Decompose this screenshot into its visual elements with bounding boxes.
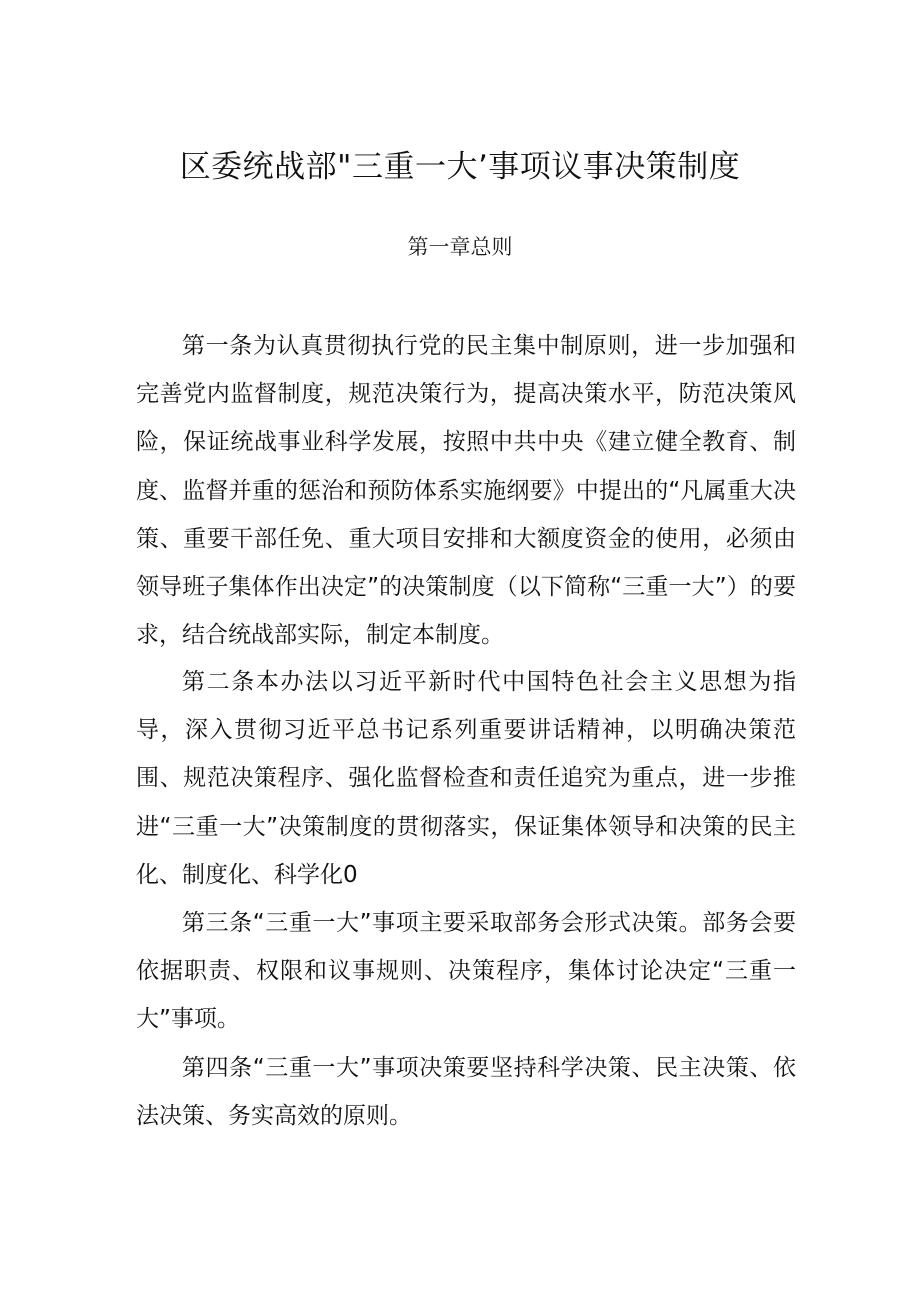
article-paragraph: 第一条为认真贯彻执行党的民主集中制原则，进一步加强和完善党内监督制度，规范决策行为，提高决策水平，防范决策风险，保证统战事业科学发展，按照中共中央《建立健全教育、制度、监督并重的惩治和预防体系实施纲要》中提出的“凡属重大决策、重要干部任免、重大项目安排和大额度资金的使用，必须由领导班子集体作出决定”的决策制度（以下简称“三重一大”）的要求，结合统战部实际，制定本制度。 — [136, 333, 796, 649]
document-title: 区委统战部"三重一大’事项议事决策制度 — [179, 148, 741, 185]
article-paragraph: 第三条“三重一大”事项主要采取部务会形式决策。部务会要依据职责、权限和议事规则、决策程序，集体讨论决定“三重一大”事项。 — [136, 910, 796, 1033]
article-paragraph: 第二条本办法以习近平新时代中国特色社会主义思想为指导，深入贯彻习近平总书记系列重要讲话精神，以明确决策范围、规范决策程序、强化监督检查和责任追究为重点，进一步推进“三重一大”决策制度的贯彻落实，保证集体领导和决策的民主化、制度化、科学化0 — [136, 669, 796, 888]
chapter-heading: 第一章总则 — [407, 235, 513, 259]
article-paragraph: 第四条“三重一大”事项决策要坚持科学决策、民主决策、依法决策、务实高效的原则。 — [136, 1055, 796, 1130]
